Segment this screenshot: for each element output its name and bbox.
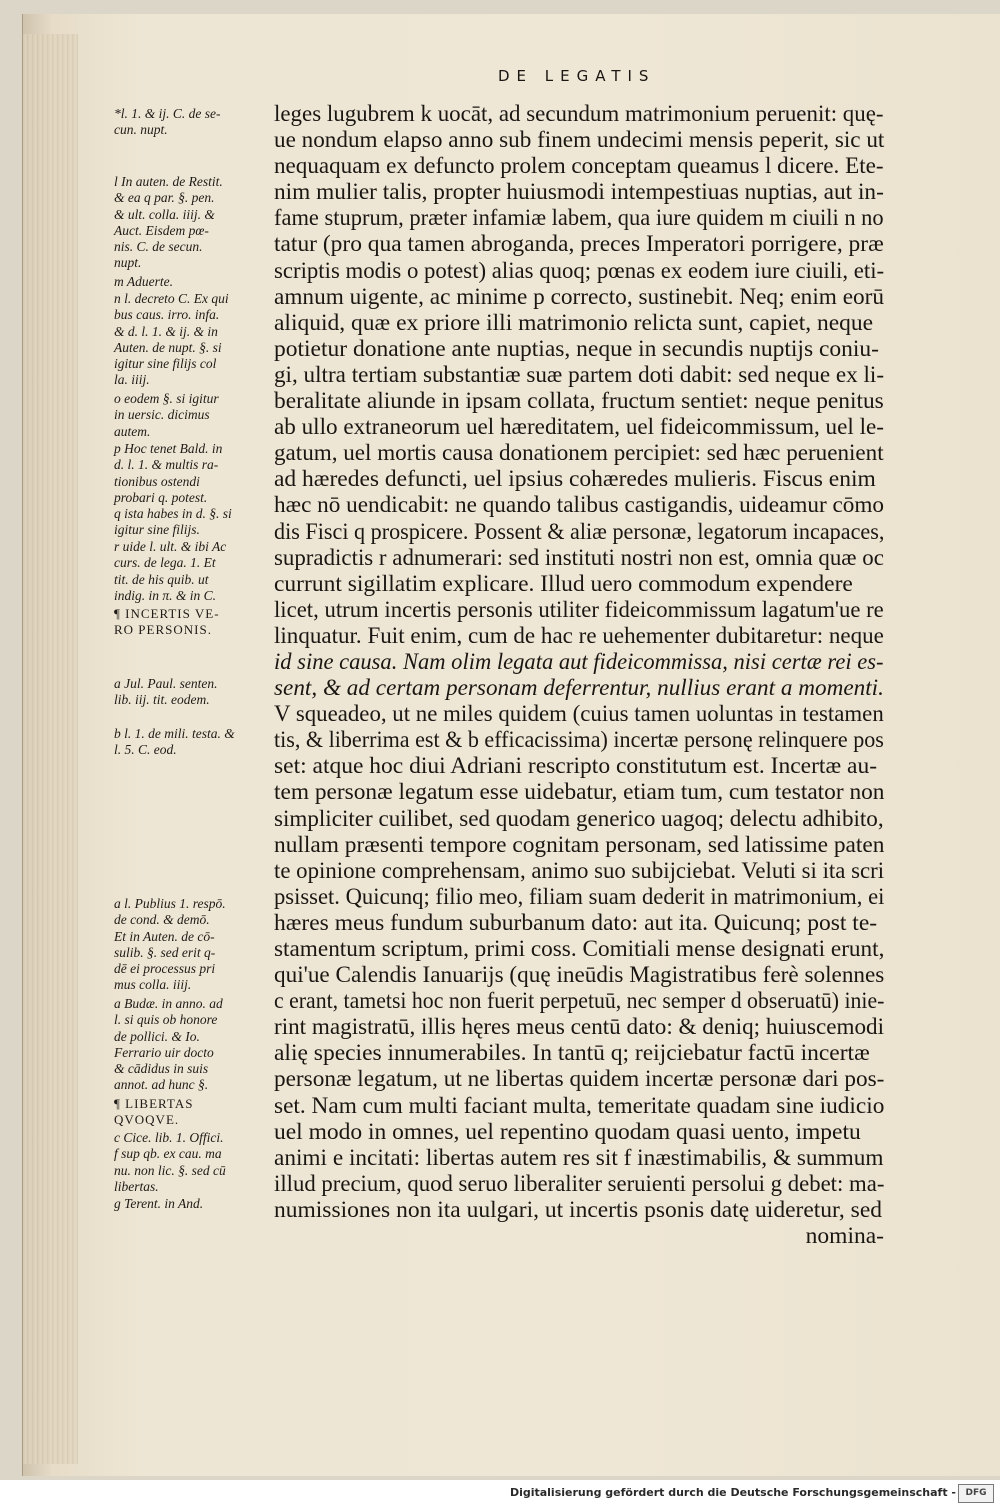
margin-note [114, 291, 229, 389]
footer-text: Digitalisierung gefördert durch die Deutsche Forschungsgemeinschaft - [509, 1486, 956, 1499]
text-line: gi, ultra tertiam substantiæ suæ partem doti dabit: sed neque ex li- [274, 361, 885, 388]
text-line: potietur donatione ante nuptias, neque in secundis nuptijs coniu- [274, 335, 879, 362]
margin-note-line: q ista habes in d. §. si [114, 506, 232, 521]
margin-note-line: a Budæ. in anno. ad [114, 996, 223, 1011]
text-line: tatur (pro qua tamen abroganda, preces Imperatori porrigere, præ [274, 231, 884, 258]
margin-note-line: igitur sine filijs col [114, 356, 217, 372]
margin-note-line: libertas. [114, 1178, 159, 1194]
text-line: animi e incitati: libertas autem res sit f inæstimabilis, & summum [274, 1144, 884, 1171]
text-line: amnum uigente, ac minime p correcto, sustinebit. Neq; enim eorū [274, 283, 885, 310]
margin-note-line: f sup qb. ex cau. ma [114, 1146, 222, 1162]
margin-note [114, 996, 223, 1094]
dfg-logo-icon: DFG [958, 1484, 994, 1503]
margin-note-line: Auten. de nupt. §. si [114, 339, 222, 355]
footer-bar [0, 1480, 1000, 1507]
margin-note-line: a Jul. Paul. senten. [114, 676, 218, 691]
margin-note [114, 1196, 203, 1212]
margin-note-line: r uide l. ult. & ibi Ac [114, 539, 227, 554]
text-line: id sine causa. Nam olim legata aut fideicommissa, nisi certæ rei es- [274, 648, 884, 675]
text-line: uel modo in omnes, uel repentino quodam quasi uento, impetu [274, 1118, 861, 1145]
margin-note-line: de pollici. & Io. [114, 1028, 200, 1044]
margin-note-line: & d. l. 1. & ij. & in [114, 323, 218, 339]
margin-note-line: nu. non lic. §. sed cū [114, 1162, 226, 1178]
text-line: simpliciter cuilibet, sed quodam generico uagoq; delectu adhibito, [274, 805, 884, 832]
margin-note-line: indig. in π. & in C. [114, 587, 217, 603]
running-head: DE LEGATIS [498, 67, 656, 85]
text-line: gatum, uel mortis causa donationem percipiet: sed hæc peruenient [274, 440, 884, 467]
text-line: fame stuprum, præter infamiæ labem, qua iure quidem m ciuili n no [274, 205, 884, 232]
margin-note-line: curs. de lega. 1. Et [114, 555, 216, 571]
margin-note-line: n l. decreto C. Ex qui [114, 291, 229, 306]
margin-note-line: dē ei processus pri [114, 961, 216, 977]
page-fore-edge [23, 34, 78, 1464]
margin-note-line: Auct. Eisdem pœ- [114, 222, 209, 238]
margin-note [114, 1096, 193, 1129]
margin-note [114, 506, 232, 539]
text-line: aliquid, quæ ex priore illi matrimonio relicta sunt, capiet, neque [274, 309, 874, 336]
text-line: ue nondum elapso anno sub finem undecimi mensis peperit, sic ut [274, 127, 885, 154]
margin-note-line: *l. 1. & ij. C. de se- [114, 106, 221, 121]
text-line: V squeadeo, ut ne miles quidem (cuius tamen uoluntas in testamen [274, 701, 884, 728]
margin-note-line: c Cice. lib. 1. Offici. [114, 1130, 224, 1145]
text-line: stamentum scriptum, primi coss. Comitiali mense designati erunt, [274, 936, 885, 962]
text-line: leges lugubrem k uocāt, ad secundum matrimonium peruenit: quę- [274, 101, 884, 127]
text-line: nequaquam ex defuncto prolem conceptam queamus l dicere. Ete- [274, 153, 884, 180]
margin-note [114, 174, 223, 272]
text-line: currunt sigillatim explicare. Illud uero commodum expendere [274, 570, 853, 597]
text-line: te opinione comprehensam, animo suo subijciebat. Veluti si ita scri [274, 857, 885, 884]
text-line: supradictis r adnumerari: sed instituti nostri non est, omnia quæ oc [274, 544, 884, 571]
margin-note-line: ¶ INCERTIS VE- [114, 606, 220, 621]
margin-note [114, 539, 226, 604]
text-line: alię species innumerabiles. In tantū q; reijciebatur factū incertæ [274, 1040, 870, 1067]
text-line: nim mulier talis, propter huiusmodi intempestiuas nuptias, aut in- [274, 179, 884, 206]
margin-note-line: sulib. §. sed erit q- [114, 944, 216, 960]
text-line: scriptis modis o potest) alias quoq; pœnas ex eodem iure ciuili, eti- [274, 257, 885, 284]
margin-note [114, 726, 235, 759]
catchword: nomina- [805, 1223, 884, 1250]
margin-note-line: annot. ad hunc §. [114, 1077, 209, 1093]
margin-note-line: igitur sine filijs. [114, 522, 200, 538]
text-line: qui'ue Calendis Ianuarijs (quę ineūdis Magistratibus ferè solennes [274, 962, 885, 989]
margin-note-line: o eodem §. si igitur [114, 391, 219, 406]
margin-note-line: in uersic. dicimus [114, 407, 210, 423]
margin-note-line: ¶ LIBERTAS [114, 1096, 194, 1111]
margin-note-line: b l. 1. de mili. testa. & [114, 726, 235, 741]
text-line: personæ legatum, ut ne libertas quidem incertæ personæ dari pos- [274, 1066, 885, 1093]
text-line: rint magistratū, illis hęres meus centū dato: & deniq; huiuscemodi [274, 1014, 885, 1041]
margin-note [114, 606, 220, 639]
margin-note-line: tionibus ostendi [114, 473, 200, 489]
margin-note-line: cun. nupt. [114, 122, 168, 138]
text-line: psisset. Quicunq; filio meo, filiam suam dederit in matrimonium, ei [274, 883, 885, 910]
margin-note [114, 676, 217, 709]
margin-note-line: RO PERSONIS. [114, 622, 212, 638]
margin-note-line: g Terent. in And. [114, 1196, 204, 1211]
margin-note-line: nupt. [114, 255, 142, 271]
text-line: set: atque hoc diui Adriani rescripto constitutum est. Incertæ au- [274, 753, 878, 780]
text-line: illud precium, quod seruo liberaliter seruienti persolui g debet: ma- [274, 1170, 885, 1197]
text-line: sent, & ad certam personam deferrentur, nullius erant a momenti. [274, 675, 884, 702]
margin-note-line: d. l. 1. & multis ra- [114, 457, 219, 473]
text-line: nullam præsenti tempore cognitam personam, sed latissime paten [274, 831, 885, 858]
margin-note-line: & ult. colla. iiij. & [114, 206, 215, 222]
text-line: c erant, tametsi hoc non fuerit perpetuū, nec semper d obseruatū) inie- [274, 988, 885, 1015]
margin-note-line: tit. de his quib. ut [114, 571, 209, 587]
margin-note-line: autem. [114, 423, 151, 439]
text-line: beralitate aliunde in ipsam collata, fructum sentiet: neque penitus [274, 388, 884, 415]
margin-note-line: l In auten. de Restit. [114, 174, 223, 189]
margin-note-line: nis. C. de secun. [114, 239, 203, 255]
margin-note [114, 274, 173, 290]
text-line: dis Fisci q prospicere. Possent & aliæ personæ, legatorum incapaces, [274, 518, 885, 545]
margin-note-line: Ferrario uir docto [114, 1044, 214, 1060]
text-line: ad hæredes defuncti, uel ipsius cohæredes mulieris. Fiscus enim [274, 466, 876, 493]
margin-note-line: Et in Auten. de cō- [114, 928, 215, 944]
text-line: tis, & liberrima est & b efficacissima) incertæ personę relinquere pos [274, 727, 884, 754]
margin-note-line: QVOQVE. [114, 1112, 180, 1128]
margin-note [114, 391, 219, 440]
margin-note-line: de cond. & demō. [114, 912, 210, 928]
margin-note-line: l. si quis ob honore [114, 1012, 218, 1028]
margin-note-line: l. 5. C. eod. [114, 742, 177, 758]
text-line: licet, utrum incertis personis utiliter fideicommissum lagatum'ue re [274, 596, 884, 623]
text-line: linquatur. Fuit enim, cum de hac re uehementer dubitaretur: neque [274, 622, 884, 649]
text-line: ab ullo extraneorum uel hæreditatem, uel fideicommissum, uel le- [274, 414, 884, 441]
main-text [274, 101, 884, 1249]
text-line: set. Nam cum multi faciant multa, temeritate quadam sine iudicio [274, 1092, 885, 1119]
margin-note-line: p Hoc tenet Bald. in [114, 441, 223, 456]
margin-note [114, 896, 226, 994]
margin-note-line: lib. iij. tit. eodem. [114, 692, 210, 708]
margin-note [114, 106, 221, 139]
margin-note-line: bus caus. irro. infa. [114, 307, 220, 323]
text-line: tem personæ legatum esse uidebatur, etiam tum, cum testator non [274, 779, 885, 806]
margin-note-line: m Aduerte. [114, 274, 173, 289]
margin-note-line: & ea q par. §. pen. [114, 190, 215, 206]
margin-note [114, 1130, 226, 1195]
margin-note-line: la. iiij. [114, 372, 150, 388]
text-line: hæc nō uendicabit: ne quando talibus castigandis, uideamur cōmo [274, 492, 885, 519]
margin-note-line: & cādidus in suis [114, 1061, 209, 1077]
margin-note-line: a l. Publius 1. respō. [114, 896, 226, 911]
margin-note-line: mus colla. iiij. [114, 977, 192, 993]
text-line: hæres meus fundum suburbanum dato: aut ita. Quicunq; post te- [274, 909, 878, 936]
margin-note [114, 441, 222, 506]
margin-note-line: probari q. potest. [114, 489, 208, 505]
text-line: numissiones non ita uulgari, ut incertis psonis datę uideretur, sed [274, 1196, 882, 1223]
